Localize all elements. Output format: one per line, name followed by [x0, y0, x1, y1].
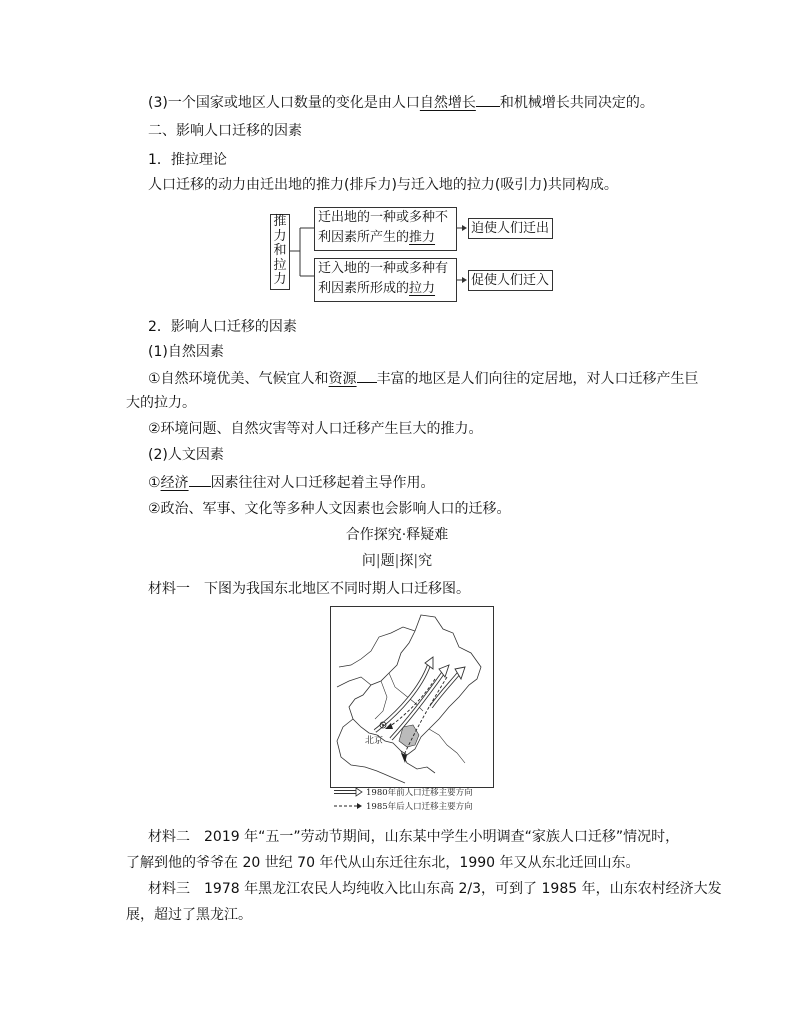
diagram-left-char: 拉 [273, 257, 287, 273]
explore-subtitle: 问|题|探|究 [361, 553, 433, 569]
hum1-prefix: ① [148, 475, 161, 491]
nat1-suffix: 丰富的地区是人们向往的定居地，对人口迁移产生巨 [376, 371, 699, 387]
material-3-line2: 展，超过了黑龙江。 [126, 907, 252, 923]
migration-map [330, 606, 494, 788]
section2-heading: 二、影响人口迁移的因素 [148, 123, 302, 139]
material-3-line1: 材料三 1978 年黑龙江农民人均纯收入比山东高 2/3，可到了 1985 年，山东农村经济大发 [148, 881, 722, 897]
sub1-text: 人口迁移的动力由迁出地的推力(排斥力)与迁入地的拉力(吸引力)共同构成。 [148, 177, 618, 193]
human-factor-1 [148, 472, 435, 492]
pull-box-line2-text: 利因素所形成的 [318, 281, 410, 296]
subtitle-char: 题 [380, 553, 395, 569]
push-result-text: 迫使人们迁出 [471, 221, 550, 236]
subtitle-char: 问 [361, 553, 376, 569]
natural-factor-2: ②环境问题、自然灾害等对人口迁移产生巨大的推力。 [148, 421, 483, 437]
nat1-prefix: ①自然环境优美、气候宜人和 [148, 371, 329, 387]
human-factors-heading: (2)人文因素 [148, 447, 224, 463]
material-2-line1: 材料二 2019 年“五一”劳动节期间，山东某中学生小明调查“家族人口迁移”情况时， [148, 829, 680, 845]
map-city-label: 北京 [365, 736, 384, 746]
legend-1985-label: 1985年后人口迁移主要方向 [366, 802, 473, 812]
explore-title: 合作探究·释疑难 [345, 527, 449, 543]
hum1-blank-tail [189, 472, 211, 487]
item3-suffix: 和机械增长共同决定的。 [499, 95, 654, 111]
diagram-connectors [0, 0, 794, 300]
subtitle-char: 究 [418, 553, 433, 569]
item3-prefix: (3)一个国家或地区人口数量的变化是由人口 [148, 95, 420, 111]
sub1-heading: 1．推拉理论 [148, 152, 227, 168]
legend-dashed-arrow-icon [334, 803, 362, 809]
pull-box-blank-answer: 拉力 [409, 281, 436, 296]
item3-blank-answer: 自然增长 [419, 95, 476, 111]
natural-factors-heading: (1)自然因素 [148, 344, 224, 360]
map-drawing [331, 607, 493, 787]
diagram-left-char: 和 [273, 243, 287, 258]
nat1-blank-tail [357, 368, 377, 383]
subtitle-char: 探 [399, 553, 414, 569]
diagram-pull-box [314, 258, 457, 302]
push-box-line2-text: 利因素所产生的 [318, 230, 410, 245]
pull-box-line2 [318, 279, 456, 299]
pull-result-text: 促使人们迁入 [471, 273, 550, 288]
push-box-line2 [318, 228, 456, 248]
hum1-blank-answer: 经济 [160, 475, 189, 491]
diagram-left-char: 力 [273, 228, 287, 244]
natural-factor-1-cont: 大的拉力。 [126, 395, 196, 411]
nat1-blank-answer: 资源 [328, 371, 357, 387]
legend-hollow-arrow-icon [334, 788, 362, 796]
human-factor-2: ②政治、军事、文化等多种人文因素也会影响人口的迁移。 [148, 501, 511, 517]
map-legend [332, 786, 532, 816]
pull-box-line1: 迁入地的一种或多种有 [318, 261, 449, 276]
diagram-pull-result [468, 270, 553, 291]
sub2-heading: 2．影响人口迁移的因素 [148, 319, 297, 335]
material-2-line2: 了解到他的爷爷在 20 世纪 70 年代从山东迁往东北，1990 年又从东北迁回山东。 [126, 855, 640, 871]
diagram-push-box [314, 207, 457, 251]
push-box-blank-answer: 推力 [409, 230, 436, 245]
legend-1980-label: 1980年前人口迁移主要方向 [366, 788, 473, 798]
material-1: 材料一 下图为我国东北地区不同时期人口迁移图。 [148, 581, 470, 597]
diagram-left-char: 推 [273, 214, 287, 229]
diagram-push-result [468, 218, 553, 239]
hum1-suffix: 因素往往对人口迁移起着主导作用。 [210, 475, 435, 491]
diagram-left-char: 力 [273, 272, 287, 287]
natural-factor-1 [148, 368, 699, 388]
push-box-line1: 迁出地的一种或多种不 [318, 210, 449, 225]
